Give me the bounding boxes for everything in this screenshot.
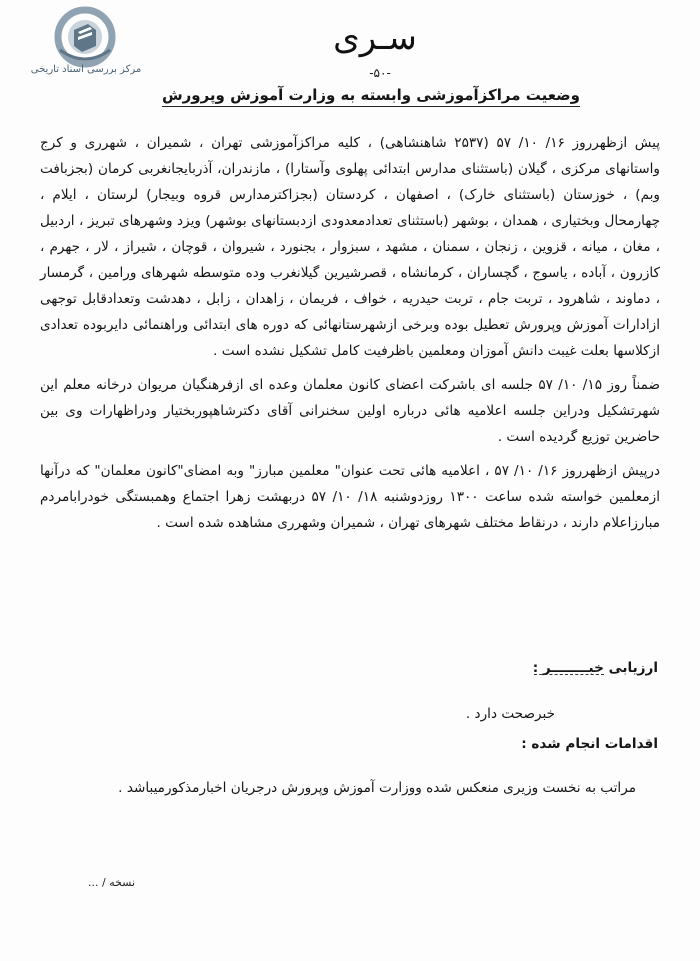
- logo-caption: مرکز بررسی اسناد تاریخی: [30, 64, 142, 75]
- document-body: [40, 130, 660, 544]
- closing-statement: مراتب به نخست وزیری منعکس شده ووزارت آموزش وپرورش درجریان اخبارمذکورمیباشد .: [118, 780, 636, 796]
- body-paragraph-schools: پیش ازظهرروز ۱۶/ ۱۰/ ۵۷ (۲۵۳۷ شاهنشاهی) ، کلیه مراکزآموزشی تهران ، شمیران ، شهرری و کرج واستانهای مرکزی ، گیلان (باستثنای مدارس ابتدائی پهلوی وآستارا) ، مازندران، آذربایجانغربی کرمان (بجزبافت وبم) ، خوزستان (باستثنای خارک) ، اصفهان ، کردستان (بجزاکترمدارس قروه وبیجار) لرستان ، ایلام ، چهارمحال وبختیاری ، همدان ، بوشهر (باستثنای تعدادمعدودی ازدبستانهای بوشهر) ویزد وشهرهای تبریز ، اردبیل ، مغان ، میانه ، قزوین ، زنجان ، سمنان ، مشهد ، سبزوار ، بجنورد ، شیروان ، قوچان ، شیراز ، لار ، جهرم ، کازرون ، آباده ، یاسوج ، گچساران ، کرمانشاه ، قصرشیرین گیلانغرب وده متوسطه شهرهای ورامین ، گرمسار ، دماوند ، شاهرود ، تربت جام ، تربت حیدریه ، خواف ، فریمان ، زاهدان ، زابل ، دهدشت وتعدادقابل توجهی ازادارات آموزش وپرورش تعطیل بوده وبرخی ازشهرستانهائی که دوره های ابتدائی وراهنمائی دایربوده تعدادی ازکلاسها بعلت غیبت دانش آموزان ومعلمین باظرفیت کامل تشکیل نشده است .: [40, 135, 661, 359]
- body-paragraph-announcements: درپیش ازظهرروز ۱۶/ ۱۰/ ۵۷ ، اعلامیه هائی تحت عنوان" معلمین مبارز" وبه امضای"کانون معلمان" که درآنها ازمعلمین خواسته شده ساعت ۱۳۰۰ روزدوشنبه ۱۸/ ۱۰/ ۵۷ دربهشت زهرا اجتماع وهمبستگی خودرابامردم مبارزاعلام دارند ، درنقاط مختلف شهرهای تهران ، شمیران وشهرری مشاهده شده است .: [40, 463, 661, 531]
- archive-logo-icon: [52, 6, 118, 68]
- body-paragraph-teachers-meeting: ضمناً روز ۱۵/ ۱۰/ ۵۷ جلسه ای باشرکت اعضای کانون معلمان وعده ای ازفرهنگیان مریوان درخانه معلم این شهرتشکیل ودراین جلسه اعلامیه هائی درباره اولین سخنرانی آقای دکترشاهپوربختیار ودراظهارات وی بین حاضرین توزیع گردیده است .: [40, 377, 660, 445]
- document-title: وضعیت مراکزآموزشی وابسته به وزارت آموزش وپرورش: [162, 86, 580, 107]
- document-number: -۵۰-: [369, 66, 391, 80]
- actions-taken-label: اقدامات انجام شده :: [521, 736, 658, 752]
- copies-note: نسخه / ...: [88, 876, 136, 889]
- assessment-divider: [534, 674, 604, 675]
- assessment-label: ارزیابی خبــــــــر :: [532, 660, 658, 676]
- classification-mark: سـری: [333, 18, 417, 58]
- assessment-truth: خبرصحت دارد .: [465, 706, 555, 722]
